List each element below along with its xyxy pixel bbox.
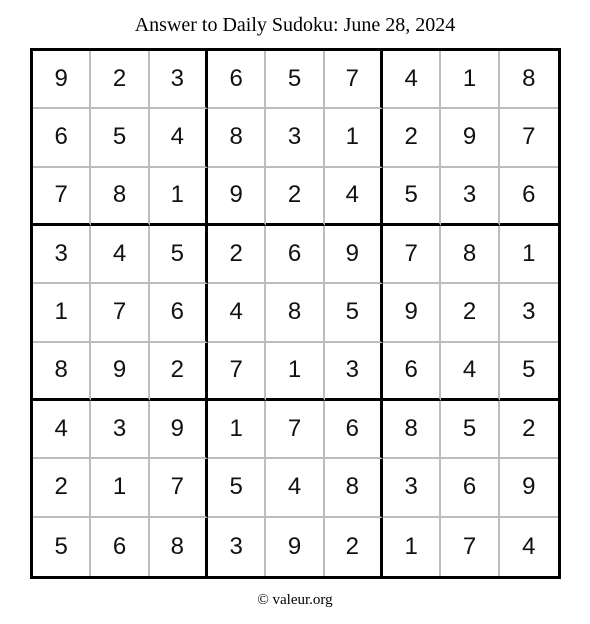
sudoku-cell-r8-c5: 4 [266, 459, 324, 517]
sudoku-cell-r1-c1: 9 [33, 51, 91, 109]
sudoku-cell-r8-c6: 8 [325, 459, 383, 517]
sudoku-cell-r5-c9: 3 [500, 284, 558, 342]
sudoku-cell-r8-c8: 6 [441, 459, 499, 517]
sudoku-cell-r9-c2: 6 [91, 518, 149, 576]
sudoku-cell-r3-c4: 9 [208, 168, 266, 226]
sudoku-cell-r2-c6: 1 [325, 109, 383, 167]
sudoku-cell-r6-c2: 9 [91, 343, 149, 401]
sudoku-cell-r3-c2: 8 [91, 168, 149, 226]
sudoku-cell-r2-c5: 3 [266, 109, 324, 167]
sudoku-cell-r3-c1: 7 [33, 168, 91, 226]
sudoku-cell-r9-c1: 5 [33, 518, 91, 576]
sudoku-cell-r4-c5: 6 [266, 226, 324, 284]
sudoku-cell-r2-c1: 6 [33, 109, 91, 167]
sudoku-cell-r7-c1: 4 [33, 401, 91, 459]
sudoku-cell-r7-c4: 1 [208, 401, 266, 459]
sudoku-cell-r9-c4: 3 [208, 518, 266, 576]
sudoku-cell-r1-c8: 1 [441, 51, 499, 109]
sudoku-cell-r5-c3: 6 [150, 284, 208, 342]
sudoku-cell-r1-c9: 8 [500, 51, 558, 109]
sudoku-cell-r9-c6: 2 [325, 518, 383, 576]
sudoku-cell-r1-c5: 5 [266, 51, 324, 109]
sudoku-cell-r6-c3: 2 [150, 343, 208, 401]
sudoku-cell-r1-c6: 7 [325, 51, 383, 109]
sudoku-cell-r6-c8: 4 [441, 343, 499, 401]
sudoku-cell-r6-c5: 1 [266, 343, 324, 401]
sudoku-cell-r5-c6: 5 [325, 284, 383, 342]
sudoku-cell-r4-c9: 1 [500, 226, 558, 284]
sudoku-cell-r6-c4: 7 [208, 343, 266, 401]
sudoku-cell-r5-c2: 7 [91, 284, 149, 342]
sudoku-cell-r7-c5: 7 [266, 401, 324, 459]
sudoku-cell-r9-c7: 1 [383, 518, 441, 576]
sudoku-cell-r3-c8: 3 [441, 168, 499, 226]
sudoku-cell-r2-c9: 7 [500, 109, 558, 167]
sudoku-cell-r4-c6: 9 [325, 226, 383, 284]
sudoku-cell-r7-c9: 2 [500, 401, 558, 459]
sudoku-cell-r4-c7: 7 [383, 226, 441, 284]
sudoku-cell-r9-c3: 8 [150, 518, 208, 576]
copyright-footer: © valeur.org [257, 592, 333, 608]
sudoku-cell-r2-c4: 8 [208, 109, 266, 167]
sudoku-cell-r3-c7: 5 [383, 168, 441, 226]
sudoku-cell-r7-c2: 3 [91, 401, 149, 459]
sudoku-cell-r8-c3: 7 [150, 459, 208, 517]
sudoku-cell-r6-c7: 6 [383, 343, 441, 401]
sudoku-cell-r4-c3: 5 [150, 226, 208, 284]
sudoku-cell-r5-c7: 9 [383, 284, 441, 342]
sudoku-cell-r9-c8: 7 [441, 518, 499, 576]
sudoku-cell-r2-c3: 4 [150, 109, 208, 167]
sudoku-cell-r6-c9: 5 [500, 343, 558, 401]
sudoku-cell-r3-c9: 6 [500, 168, 558, 226]
sudoku-cell-r7-c8: 5 [441, 401, 499, 459]
sudoku-cell-r5-c5: 8 [266, 284, 324, 342]
sudoku-cell-r9-c9: 4 [522, 532, 536, 560]
sudoku-cell-r4-c2: 4 [91, 226, 149, 284]
sudoku-cell-r1-c7: 4 [383, 51, 441, 109]
sudoku-cell-r7-c7: 8 [383, 401, 441, 459]
sudoku-cell-r2-c2: 5 [91, 109, 149, 167]
sudoku-cell-r5-c1: 1 [33, 284, 91, 342]
sudoku-cell-r2-c8: 9 [441, 109, 499, 167]
sudoku-cell-r8-c4: 5 [208, 459, 266, 517]
sudoku-board [30, 48, 561, 579]
sudoku-cell-r8-c2: 1 [91, 459, 149, 517]
sudoku-cell-r8-c7: 3 [383, 459, 441, 517]
sudoku-cell-r4-c1: 3 [33, 226, 91, 284]
sudoku-cell-r3-c3: 1 [150, 168, 208, 226]
sudoku-cell-r7-c3: 9 [150, 401, 208, 459]
sudoku-cell-r6-c6: 3 [325, 343, 383, 401]
sudoku-cell-r2-c7: 2 [383, 109, 441, 167]
page-title: Answer to Daily Sudoku: June 28, 2024 [134, 14, 456, 36]
sudoku-cell-r1-c4: 6 [208, 51, 266, 109]
sudoku-cell-r7-c6: 6 [325, 401, 383, 459]
sudoku-cell-r9-c5: 9 [266, 518, 324, 576]
sudoku-cell-r5-c8: 2 [441, 284, 499, 342]
sudoku-cell-r3-c5: 2 [266, 168, 324, 226]
sudoku-cell-r6-c1: 8 [33, 343, 91, 401]
sudoku-cell-r3-c6: 4 [325, 168, 383, 226]
sudoku-cell-r1-c2: 2 [91, 51, 149, 109]
sudoku-cell-r5-c4: 4 [208, 284, 266, 342]
sudoku-cell-r4-c8: 8 [441, 226, 499, 284]
sudoku-cell-r1-c3: 3 [150, 51, 208, 109]
sudoku-cell-r4-c4: 2 [208, 226, 266, 284]
sudoku-cell-r8-c1: 2 [33, 459, 91, 517]
sudoku-cell-r8-c9: 9 [500, 459, 558, 517]
